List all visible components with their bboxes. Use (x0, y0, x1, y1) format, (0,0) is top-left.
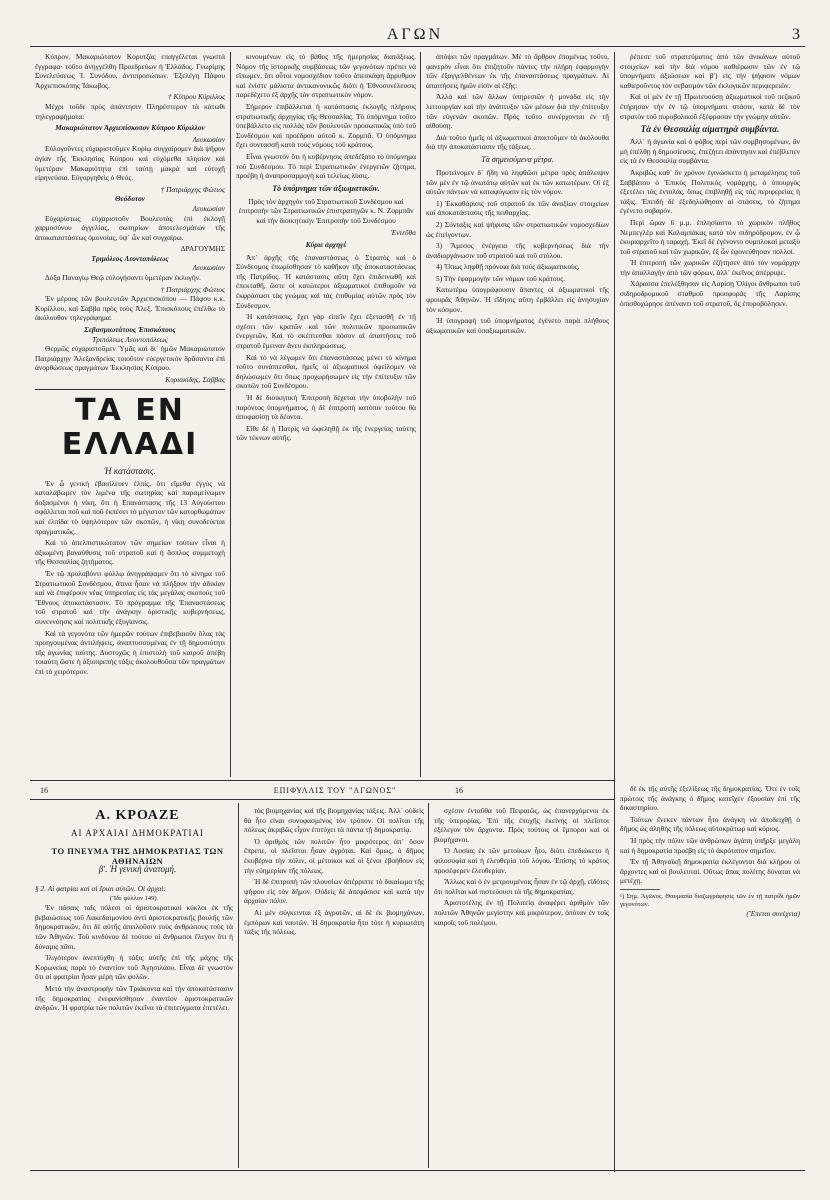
feuilleton-rule-top (30, 780, 615, 781)
list-item: 1) Ἐκκαθάρισις τοῦ στρατοῦ ἐκ τῶν ἀναξίων στοιχείων καὶ ἀποκατάστασις τῆς πειθαρχίας. (426, 198, 609, 218)
paragraph: Εἴθε δὲ ἡ Πατρὶς νὰ ὠφεληθῇ ἐκ τῆς ἐνεργείας ταύτης τῶν τέκνων αὐτῆς. (236, 423, 416, 443)
paragraph: Διὰ τοῦτο ἡμεῖς οἱ ἀξιωματικοὶ ἀπαιτοῦμεν τὰ ἀκόλουθα διὰ τὴν ἀποκατάστασιν τῆς τάξεως. (426, 132, 609, 152)
signature: ΔΡΑΓΟΥΜΗΣ (180, 244, 225, 254)
paragraph: Ἐν πάσαις ταῖς πόλεσι οἱ ἀριστοκρατικοὶ κύκλοι ἐκ τῆς βεβαιώσεως τοῦ Λακεδαιμονίου ἀντὶ ἀριστοκρατικῆς βουλῆς τῶν δημοκρατικῶν, ὅτι δὲ αὐτῆς ἀπειλοῦσιν τοὺς ἀνθρώπους τοὺς τὰ τῶν Ἀθηνῶν. Τοῦ κινδύνου δὲ τούτου οἱ ἄνθρωποι ἔλεγον ὅτι ἡ δύναμις πᾶσι. (35, 903, 233, 951)
paragraph: Θερμῶς εὐχαριστοῦμεν Ὑμᾶς καὶ δι᾽ ἡμῶν Μακαριώτατον Πατριάρχην Ἀλεξανδρείας τοιοῦτον εὐεργετικὸν δρᾶσαντα ἐπὶ ἀνορθώσεως πραγμάτων Ἐκκλησίας Κύπρου. (35, 344, 225, 373)
paragraph: ἀπόψει τῶν πραγμάτων. Μὲ τὸ ἄρθρον ἐπομένως τοῦτο, φανερὸν εἶναι ὅτι ἐπιζητοῦν πάντες τὴν πλήρη ἐφαρμογὴν τῶν ἐξαγγελθέντων ἐκ τῆς ἐπαναστάσεως πραγμάτων. Αἱ ἀπαιτήσεις ἡμῶν εἰσὶν αἱ ἑξῆς: (426, 52, 609, 90)
column-6 (244, 806, 424, 1168)
paragraph: σχέσιν ἐνταῦθα τοῦ Πειραιῶς, ὡς ἐπανερχόμενοι ἐκ τῆς ὑπερορίας. Ἐπὶ τῆς ἐποχῆς ἐκείνης οἱ πλεῖστοι ἐξέλεγον τὸν ἄρχοντα. Πρὸς τούτοις οἱ ἔμποροι καὶ οἱ βιομήχανοι. (434, 806, 609, 844)
paragraph: Ὁ Λυσίας ἐκ τῶν μετοίκων ἦτο, διότι ἐπεδιώκετο ἡ φιλοσοφία καὶ ἡ ἐλευθερία τοῦ λόγου. Ἐπίσης τὸ κράτος προσέφερεν ἐλευθερίαν. (434, 846, 609, 875)
footnote: ¹) Σημ. Ἀγῶνος. Θαυμασία διαζωγράφησις τῶν ἐν τῇ πατρίδι ἡμῶν γεγονότων. (620, 892, 800, 908)
paragraph: Ἐν ᾧ γενικὴ ἐβασίλευεν ἐλπίς, ὅτι εἴμεθα ἐγγὺς νὰ καταλάβωμεν τὸν λιμένα τῆς σωτηρίας καὶ παραμείνωμεν δοξασμένοι ἡ νίκη, ὅτι ἡ Επανάστασις τῆς 13 Αὐγούστου σφάλλεται ποῦ καὶ ποῦ ἐκπέσει τὸ μέγιστον τῶν κατορθωμάτων καὶ ἐλπίδα τὸ ὑψηλότερον τῶν σκοπῶν, ἡ νίκη συνοδεύεται πραγματικῶς. (35, 478, 225, 536)
divider (35, 389, 225, 390)
column-rule (420, 52, 421, 777)
feuilleton-label: ΕΠΙΦΥΛΛΙΣ ΤΟΥ "ΑΓΩΝΟΣ" (273, 786, 397, 795)
paragraph: Δόξα Παναγίῳ Θεῷ εὐλογήσαντι ὑμετέραν ἐκλογὴν. (45, 273, 201, 283)
footnote-rule (620, 889, 660, 890)
paragraph: Ἡ πρὸς τὴν πόλιν τῶν ἀνθρώπων ἀγάπη ὑπῆρξε μεγάλη καὶ ἡ δημοκρατία προέβη εἰς τὸ ἀκρότατον σημεῖον. (620, 835, 800, 855)
masthead-rule (30, 46, 805, 47)
telegram-address: Μακαριώτατον Ἀρχιεπίσκοπον Κύπρου Κύριλλον (55, 123, 205, 133)
page-number: 3 (792, 26, 800, 43)
paragraph: Ὁ ἀριθμὸς τῶν πολιτῶν ἦτο μικρότερος ἀπ᾽ ὅσον ἔπρεπε, οἱ πλεῖστοι ἦσαν ἀγρόται. Καὶ ὅμως, ὁ δῆμος ἐκυβέρνα τὴν πόλιν, οἱ μέτοικοι καὶ οἱ ξένοι ἐβοήθουν εἰς τὴν εὐημερίαν τῆς πόλεως. (244, 836, 424, 875)
section-subtitle: Ἡ κατάστασις. (104, 465, 156, 476)
paragraph: Προτείνομεν δ᾽ ἤδη νὰ ληφθῶσι μέτρα πρὸς ἀπάλειψιν τῶν μὲν ἐν τῷ ἀνωτάτῳ αὐτῶν καὶ ἐκ τῶν κατωτέρων. Οἱ ἐξ αὐτῶν πάντων νὰ καταφύγωσιν εἰς τὸν νόμον. (426, 167, 609, 197)
paragraph: Τούτων ἕνεκεν πάντων ἦτο ἀνάγκη νὰ ἀποδειχθῇ ὁ δῆμος ὡς ἀληθὴς τῆς πόλεως αὐτοκράτωρ καὶ κύριος. (620, 814, 800, 834)
feuilleton-rule-bottom (30, 799, 615, 800)
signature: Κυριακίδης, Σάββας (165, 375, 225, 384)
paragraph: Ἐν μέρους τῶν βουλευτῶν Ἀρχιεπισκόπου — Πάφου κ.κ. Κυρίλλου, καὶ Σαββα πρὸς τοὺς Ἀλεξ. Ἐπισκόπους ἐπέλθω τὸ ἀκόλουθον τηλεγράφημα: (35, 294, 225, 323)
paragraph: Χάρασσα ἐπελέξθησαν εἰς Λαρίσῃ Ὀλίγοι ἄνθρωποι τοῦ σιδηροδρομικοῦ σταθμοῦ προσφοράς τῆς Λαρίσης ὀπισθοχώρησε ἀπέναντι τοῦ στρατοῦ, ὃς ἐπυροβόλησεν. (620, 279, 800, 308)
signature: † Πατριάρχης Φώτιος (160, 184, 225, 194)
paragraph: Ἀπ᾽ ἀρχῆς τῆς ἐπαναστάσεως ὁ Στρατὸς καὶ ὁ Σύνδεσμος ἐπωμίσθησαν τὸ καθῆκον τῆς ἀποκαταστάσεως τῆς Πατρίδος. Ἡ κατάστασις αὕτη ἔχει ἐπιδεινωθῆ καὶ ἐπεκταθῆ, ὥστε οἱ κατώτεροι ἀξιωματικοὶ ἐπιθυμοῦν νὰ ἐκφράσωσι τὰς γνώμας καὶ τὰς ἐπιθυμίας αὐτῶν πρὸς τὸν Σύνδεσμον. (236, 252, 416, 310)
feuilleton-number-left: 16 (40, 786, 48, 795)
column-rule (428, 803, 429, 1168)
telegram-place: Λευκωσίαν (192, 203, 225, 213)
paragraph: Μετὰ τὴν ἀναστροφὴν τῶν Τριάκοντα καὶ τὴν ἀποκατάστασιν τῆς δημοκρατίας ἐνεφανίσθησαν ἐναντίον ἀριστοκρατικῶν ἀνδρῶν. Ἡ φρατρία τῶν πολιτῶν ἐκεῖνα τὰ ἐπιτεύγματα ἐπετέλει. (35, 983, 233, 1013)
telegram-place: Λευκωσίαν (192, 134, 225, 144)
address-block: Πρὸς τὸν ἀρχηγὸν τοῦ Στρατιωτικοῦ Συνδέσμου καὶ ἐπιτροπὴν τῶν Στρατιωτικῶν ἐπιστρατηγῶν κ. Ν. Ζορμπᾶν καὶ τὴν διοικητικὴν Ἐπιτροπὴν τοῦ Συνδέσμου (238, 196, 414, 225)
subsection-heading: Τὰ σημειούμενα μέτρα. (481, 154, 554, 164)
column-rule (614, 52, 615, 1172)
paragraph: Ἡ δὲ ἐπιτροπὴ τῶν πλουσίων ἀπέρριπτε τὸ δικαίωμα τῆς ψήφου εἰς τὸν δῆμον. Οὐδεὶς δὲ ἀπεφάσισε καὶ κατὰ τὴν ἀρχαίαν πόλιν. (244, 877, 424, 906)
feuilleton-header (35, 785, 620, 797)
column-4 (620, 52, 800, 777)
continued-note: (Ἴδε φύλλον 149). (109, 894, 159, 902)
paragraph: Ἀκριβῶς καθ᾽ ὃν χρόνον ἐγινώσκετο ἡ μεταμέλησις τοῦ Σαββάτου ὁ Ἐπικὸς Πολιτικὸς νομάρχης, ὁ ὑπουργὸς ἐξετέλει τὰς ἐντολάς, ὅπως ἐπιβληθῇ εἰς τὰς περιφερείας ἡ τάξις. Ἐπειδὴ δὲ ἐξεδηλώθησαν αἱ στάσεις, τὸ ζήτημα ἐγένετο σοβαρόν. (620, 167, 800, 216)
feuilleton-number-right: 16 (455, 786, 463, 795)
paragraph: Εὐχαρίστως εὐχαριστοῦν Βουλευτὰς ἐπὶ ἐκλογῇ χαρμοσύνου ἀγγελίας, σωτηρίων ἀποτελεσμάτων τῆς ἀποκαταστάσεως ὁμονοίας, ὑψ᾽ ὧν καὶ συγχαίρω. (35, 213, 225, 242)
paragraph: δὲ ἐκ τῆς αὐτῆς ἐξελίξεως τῆς δημοκρατίας. Ὅτε ἐν τοῖς πρώτοις τῆς ἀνάγκης ὁ δῆμος κατεῖχεν ἐξουσίαν ἐπὶ τῆς δικαστηρίου. (620, 784, 800, 813)
paragraph: ῥέπεσε τοῦ στρατεύματος ἀπὸ τῶν ἀνικάνων αὐτοῦ στοιχείων καὶ τὴν διὰ νόμου καθιέρωσιν τῶν ἐν τῷ ὑπομνήματι ἀξιώσεων καὶ βʹ) εἰς τὴν ψήφισιν νόμων καθιεροῦντος τὸν σεβασμὸν τῶν ἐκλογικῶν περιφερειῶν. (620, 52, 800, 90)
signature: † Κύπρου Κύριλλος (167, 92, 225, 102)
bottom-rule (30, 1170, 805, 1171)
article-title-2: ΤΟ ΠΝΕΥΜΑ ΤΗΣ ΔΗΜΟΚΡΑΤΙΑΣ ΤΩΝ ΑΘΗΝΑΙΩΝ (51, 846, 224, 866)
paragraph: Καὶ τὰ γεγονότα τῶν ἡμερῶν τούτων ἐπιβεβαιοῦν ὅλας τὰς προηγουμένας ἀντιλήψεις, ἀναπτυσσομένας ἐν τῇ δημοσιότητι τῆς ἀγωνίας ταύτης. Δυστυχῶς ἡ ἐπιστολὴ τοῦ καιροῦ ἀπέβη τοιαύτη ὥστε ἡ ἀξιοπρεπὴς τάξις ἀκολουθοῦσα τῶν πραγμάτων ἐπὶ τὸ χειρότερον. (35, 628, 225, 676)
list-item: 2) Σύνταξις καὶ ψήφισις τῶν στρατιωτικῶν νομοσχεδίων ὡς ἐπείγοντων. (426, 219, 609, 239)
paragraph: Μέχρι τοῦδε πρὸς ἀπάντησιν Πληρέστερον τὰ κάτωθι τηλεγραφήματα: (35, 101, 225, 121)
paragraph: Καὶ τὸ ἀπελπιστικώτατον τῶν σημείων τούτων εἶναι ἡ ἀξιωμένη βαναύθυσις τοῦ στρατοῦ καὶ ἡ ἄσπλος συμμετοχὴ τῆς Θεσσαλίας ζητήματος. (35, 538, 225, 567)
paragraph: Εὐλογοῦντες εὐχαριστοῦμεν Κυρίῳ συγχαίρομεν διὰ ψῆφον ἀγίαν τῆς Ἐκκλησίας Κύπρου καὶ εὐχόμεθα πλησίον καὶ ὑμετέραν Μακαριότητα ἐπὶ ταύτῃ μακρὰ καὶ εὐτυχῆ εἰρηνεύσαι. Εὐγοργηθεὶς ὁ Θεός. (35, 144, 225, 183)
signature: † Πατριάρχης Φώτιος (160, 284, 225, 294)
paragraph: Ἡ ἐπιτροπὴ τῶν χωρικῶν ἐζήτησεν ἀπὸ τὸν νομάρχην τὴν ἀπαλλαγὴν ἀπὸ τῶν φόρων, ἀλλ᾽ ἐκεῖνος ἀπέρριψε. (620, 258, 800, 277)
paragraph: Καὶ οἱ μὲν ἐν τῇ Πρωτευούσῃ ἀξιωματικοὶ τοῦ πεζικοῦ ἐτήρησαν τὴν ἐν τῷ ὑπομνήματι στάσιν, κατὰ δὲ τὸν στρατὸν τοῦ πυροβολικοῦ ἐξέφρασαν τὴν γνώμην αὐτῶν. (620, 92, 800, 121)
article-title-3: βʹ. Ἡ γενικὴ ἀνατομή. (98, 864, 177, 874)
telegram-address: Τριμόλεος Λεοντοπόλεως (91, 253, 169, 263)
paragraph: Ἐν τῇ Ἀθηναϊκῇ δημοκρατίᾳ ἐκλέγονται διὰ κλήρου οἱ ἄρχοντες καὶ οἱ βουλευταί. Οὕτως ἅπας πολίτης δύναται νὰ μετέχῃ. (620, 857, 800, 886)
article-author: Α. ΚΡΟΑΖΕ (95, 808, 180, 823)
section-title: ΤΑ ΕΝ ΕΛΛΑΔΙ (61, 392, 199, 462)
paragraph: Αἱ μὲν σύγκεινται ἐξ ἀγροτῶν, αἱ δὲ ἐκ βιομηχάνων, ἐμπόρων καὶ ναυτῶν. Ἡ δημοκρατία ἦτο τότε ἡ κυριωτάτη τάξις τῆς πόλεως. (244, 907, 424, 937)
telegram-place: Λευκωσίαν (192, 263, 225, 273)
paragraph: Ἰλιγότερον ἀνεπτύχθη ἡ τάξις αὐτῆς ἐπὶ τῆς μάχης τῆς Κορωνείας παρὰ τὸ ἐναντίον τοῦ Ἀγησιλάου. Εἶναι δὲ γνωστὸν ὅτι αἱ φρατρίαι ἦσαν μέρη τῶν φυλῶν. (35, 953, 233, 982)
section-label: § 2. Αἱ φατρίαι καὶ αἱ ἔριαι αὐτῶν. Οἱ ἀρχαὶ: (35, 884, 166, 893)
subsection-heading: Τὰ ἐν Θεσσαλίᾳ αἱματηρὰ συμβάντα. (640, 124, 780, 135)
paragraph: Καὶ τὸ νὰ λέγωμεν ὅτι ἐπαναστάσεως μένει τὸ κίνημα τοῦτο συνάπτεσθαι, ἡμεῖς οἱ ἀξιωματικοὶ ὀφείλομεν νὰ δηλώσωμεν ὅτι ὅπως προχωρήσωμεν εἰς τὴν ἐπίτευξιν τῶν σκοπῶν τοῦ Συνδέσμου. (236, 352, 416, 391)
paragraph: Εἶναι γνωστὸν ὅτι ἡ κυβέρνησις ἀπεδέξατο τὸ ὑπόμνημα τοῦ Συνδέσμου. Τὸ περὶ Στρατιωτικῶν ἐνεργειῶν ζήτημα, προέβη ἡ ἀναπροσαρμογὴ καὶ τελείως λύσις. (236, 151, 416, 181)
paragraph: Ἡ δὲ διοικητικὴ Ἐπιτροπὴ δέχεται τὴν ὑποβολὴν τοῦ παρόντος ὑπομνήματος, ἡ δὲ ἐπιτροπὴ κατόπιν τούτου θὰ ἀποφασίσῃ τὰ δέοντα. (236, 393, 416, 422)
list-item: 3) Ἄμεσος ἐνέργεια τῆς κυβερνήσεως διὰ τὴν ἀναδιοργάνωσιν τοῦ στρατοῦ καὶ τοῦ στόλου. (426, 241, 609, 260)
paragraph: Περὶ ὥραν 6 μ.μ. ἐπλησίαστο τὸ χωρικὸν πλῆθος Νεμπεγλὲρ καὶ Καλαμπάκας κατὰ τὸν σιδηρόδρομον, ἐν ᾧ ἐκυριαρχεῖτο ἡ ταραχή. Ἐκεῖ δὲ ἐγένοντο συμπλοκαὶ μεταξὺ τοῦ στρατοῦ καὶ τῶν χωρικῶν, ἐξ ὧν ἐφονεύθησαν πολλοί. (620, 217, 800, 256)
paragraph: τὰς βιομηχανίας καὶ τῆς βιομηχανίας τάξεις. Ἀλλ᾽ οὐδεὶς θὰ ἦτο εἰναι συνυφασμένος τὸν τρόπον. Οἱ πολῖται τῆς πόλεως ἀκριβῶς εἶχον ἐπιτύχει τὰ πάντα τῇ δημοκρατίᾳ. (244, 806, 424, 835)
paragraph: Ἄλλως καὶ ὁ ἐν μετρουμένοις ἦσαν ἐν τῷ ἀρχῇ, εἰδότες ὅτι πολῖται καὶ πιστεύουσι τὰ τῆς δημοκρατίας. (434, 877, 609, 896)
telegram-place: Τριπόλεως Λεοντοπόλεως (92, 334, 168, 344)
paragraph: Ἀλλ᾽ ἡ ἀγωνία καὶ ὁ φόβος περὶ τῶν συμβησομένων, ἂν μὴ ἐπέλθῃ ἡ δημοσίευσις, ἐπεζήτει ἀπάντησιν καὶ ἐπέβλεπεν εἰς τὰ ἐν Θεσσαλίᾳ συμβάντα. (620, 137, 800, 166)
paragraph: Κύπρον. Μακαριώτατον Κορυτζάς επαγγέλεται γνωστά ἔγγραφα· τοῦτο ἀνηγγέλθη Προεδρεύων ἡ Ἑλλάδος. Γνωρίμης Συνελεύσεως Ἱ. Συνόδου, ἀντιπροσώπων. Ἐξελέγη Πάφου Ἀρχιεπισκόπης Ἰάκωβος. (35, 52, 225, 90)
paragraph: Ἡ ὑπογραφὴ τοῦ ὑπομνήματος ἐγένετο παρὰ πλήθους ἀξιωματικῶν καὶ ὑπαξιωματικῶν. (426, 316, 609, 335)
column-3 (426, 52, 609, 777)
article-title-1: ΑΙ ΑΡΧΑΙΑΙ ΔΗΜΟΚΡΑΤΙΑΙ (71, 828, 204, 838)
paragraph: Κατωτέρω ὑπογράφουσιν ἅπαντες οἱ ἀξιωματικοὶ τῆς φρουρᾶς Ἀθηνῶν. Ἡ εἴδησις αὕτη ἐμβάλλει εἰς ἀνησυχίαν τὸν κόσμον. (426, 285, 609, 314)
list-item: 5) Τὴν ἐφαρμογὴν τῶν νόμων τοῦ κράτους. (436, 273, 565, 283)
column-1 (35, 52, 225, 777)
paragraph: κινουμένων εἰς τὸ βάθος τῆς ἡμερησίας διατάξεως. Νόμον τῆς ἱστορικῆς συμβάσεως τῶν γεγονότων πρέπει νὰ εἴπωμεν, ὅτι οὗτοι νομοσχέδιον τοῦτο ἀπεσκάφη ἄρρυθμον καὶ ἐνίστε μάλιστα ἀντικανονικῶς διότι ἡ Ἐθνοσυνέλευσις παρεδέχετο ἐξ ἀρχῆς τὸν στρατιωτικὸν νόμον. (236, 52, 416, 100)
telegram-address: Θεόδοτον (115, 194, 145, 204)
column-7 (434, 806, 609, 1168)
telegram-address: Σεβασμιωτάτους Ἐπισκόπους (84, 325, 176, 335)
paragraph: Ἐν τῷ προλαβόντι φύλλῳ ἀνηγράψαμεν ὅτι τὸ κίνημα τοῦ Στρατιωτικοῦ Συνδέσμου, ἄτινα ἦσαν νὰ πλήξουν τὴν ἀδικίαν καὶ νὰ ἐπιφέρουν νέας ὑπηρεσίας εἰς τὰς μεγάλας σκοπούς τοῦ Ἔθνους ἀποκατάστασιν. Τὸ πρόγραμμα τῆς Ἐπαναστάσεως τοῦ στρατοῦ καὶ τὴν ἀνάγκην ὁριστικῆς κυβερνήσεως, συνεννόησις καὶ πολιτικῆς ἐξυγίανσις. (35, 568, 225, 626)
column-8 (620, 784, 800, 1168)
subsection-heading: Τὸ ὑπόμνημα τῶν ἀξιωματικῶν. (272, 183, 380, 193)
continues-note: (Ἕπεται συνέχεια) (746, 908, 800, 918)
masthead-title: ΑΓΩΝ (386, 26, 444, 43)
column-rule (238, 803, 239, 1168)
paragraph: Ἀλλὰ καὶ τῶν ἄλλων ὑπηρεσιῶν ἡ μονάδα εἰς τὴν λειτουργίαν καὶ τὴν ἀνάπτυξιν τῶν μέσων διὰ τὴν ἐπίτευξιν τῶν εὐγενῶν σκοπῶν. Πρὸς τοῦτο συνέρχονται ἐν τῇ αἰθούσῃ. (426, 92, 609, 131)
place: Ἐντεῦθα (391, 227, 416, 237)
list-item: 4) Ὅπως ληφθῇ πρόνοια διὰ τοὺς ἀξιωματικοὺς. (436, 262, 580, 272)
paragraph: Ἀριστοτέλης ἐν τῇ Πολιτείᾳ ἀναφέρει ἀριθμὸν τῶν πολιτῶν Ἀθηνῶν μεγίστην καὶ μικρότερον, ὁπόταν ἐν τοῖς καιροῖς τοῦ πολέμου. (434, 898, 609, 927)
column-rule (230, 52, 231, 777)
column-5 (35, 884, 233, 1168)
column-2 (236, 52, 416, 777)
paragraph: Ἡ κατάστασις, ἔχει γὰρ εἰπεῖν ἔχει ἐξετασθῆ ἐν τῇ σχέσει τῶν κρατῶν καὶ τῶν πολιτικῶν προσωπικῶν ἐνεργειῶν. Καὶ τὸ σκέπτεσθαι πόσον αἱ ἀπαιτήσεις τοῦ στρατοῦ ἔμειναν ἄνευ ἐκπληρώσεως. (236, 312, 416, 351)
paragraph: Σήμερον ἐπιβάλλεται ἡ κατάστασις ἐκλογῆς πλήρους στρατιωτικῆς ἀρχηγίας τῆς Θεσσαλίας. Τὸ ὑπόμνημα τοῦτο ὑπεβάλλετο εἰς πολλὰς τῶν βουλευτῶν προσωπικῶς ὑπὸ τοῦ Συνδέσμου καὶ προέδρου αὐτοῦ κ. Ζορμπᾶ. Ὁ ὑπόμνημα ἔχει συντασσῆ κατὰ τοὺς νόμους τοῦ κράτους. (236, 101, 416, 150)
greeting: Κύριε ἀρχηγέ (305, 240, 347, 250)
